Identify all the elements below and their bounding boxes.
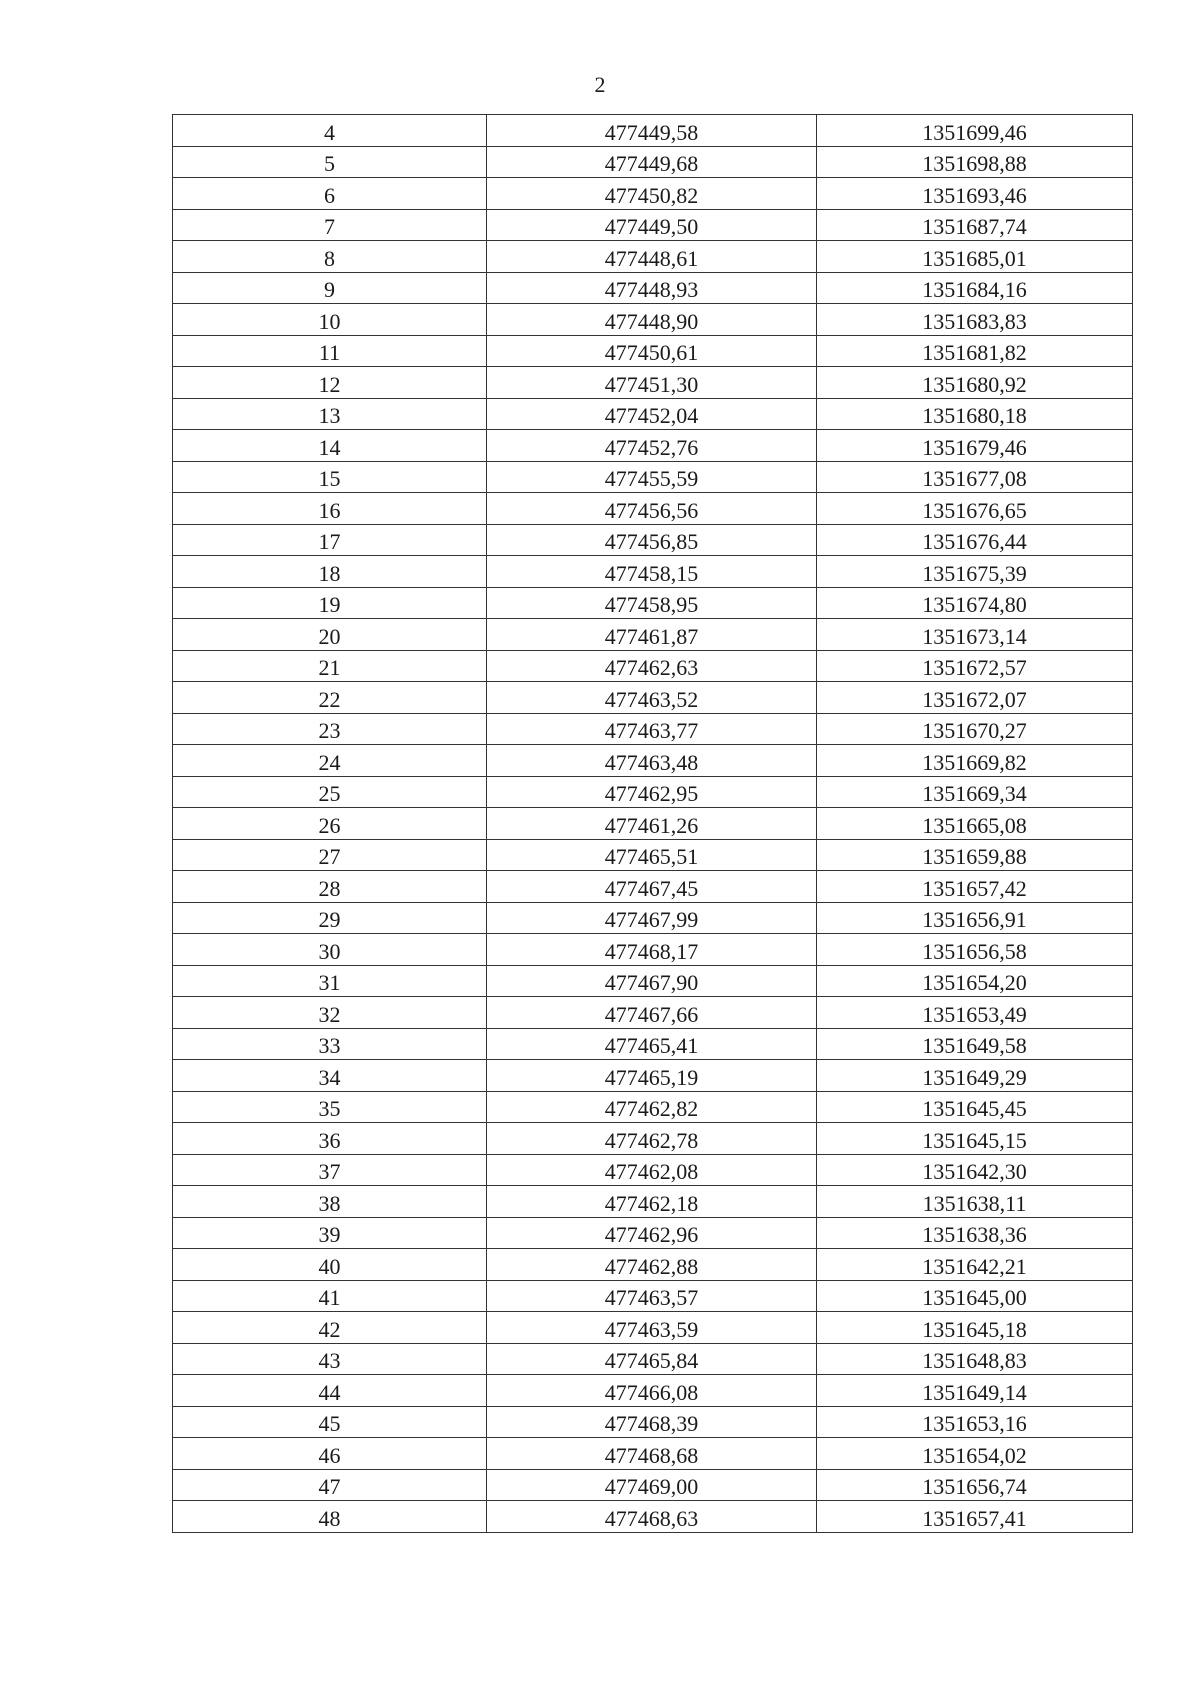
x-coordinate-cell: 477456,85: [487, 524, 817, 556]
point-number-cell: 10: [173, 304, 487, 336]
point-number-cell: 18: [173, 556, 487, 588]
y-coordinate-cell: 1351681,82: [817, 335, 1133, 367]
table-row: [173, 965, 1133, 997]
x-coordinate-cell: 477462,88: [487, 1249, 817, 1281]
table-row: [173, 430, 1133, 462]
point-number-cell: 7: [173, 209, 487, 241]
point-number-cell: 33: [173, 1028, 487, 1060]
x-coordinate-cell: 477463,52: [487, 682, 817, 714]
table-row: [173, 934, 1133, 966]
table-row: [173, 556, 1133, 588]
point-number-cell: 20: [173, 619, 487, 651]
y-coordinate-cell: 1351698,88: [817, 146, 1133, 178]
table-row: [173, 398, 1133, 430]
x-coordinate-cell: 477449,50: [487, 209, 817, 241]
x-coordinate-cell: 477466,08: [487, 1375, 817, 1407]
point-number-cell: 29: [173, 902, 487, 934]
table-row: [173, 524, 1133, 556]
y-coordinate-cell: 1351648,83: [817, 1343, 1133, 1375]
x-coordinate-cell: 477462,63: [487, 650, 817, 682]
table-row: [173, 682, 1133, 714]
page-number: 2: [594, 72, 606, 97]
y-coordinate-cell: 1351656,74: [817, 1469, 1133, 1501]
x-coordinate-cell: 477467,45: [487, 871, 817, 903]
point-number-cell: 27: [173, 839, 487, 871]
x-coordinate-cell: 477465,51: [487, 839, 817, 871]
x-coordinate-cell: 477458,95: [487, 587, 817, 619]
y-coordinate-cell: 1351653,49: [817, 997, 1133, 1029]
point-number-cell: 44: [173, 1375, 487, 1407]
y-coordinate-cell: 1351687,74: [817, 209, 1133, 241]
table-row: [173, 871, 1133, 903]
x-coordinate-cell: 477463,77: [487, 713, 817, 745]
y-coordinate-cell: 1351657,42: [817, 871, 1133, 903]
y-coordinate-cell: 1351669,34: [817, 776, 1133, 808]
table-row: [173, 1501, 1133, 1533]
y-coordinate-cell: 1351685,01: [817, 241, 1133, 273]
table-row: [173, 745, 1133, 777]
table-row: [173, 902, 1133, 934]
x-coordinate-cell: 477456,56: [487, 493, 817, 525]
point-number-cell: 16: [173, 493, 487, 525]
y-coordinate-cell: 1351657,41: [817, 1501, 1133, 1533]
y-coordinate-cell: 1351649,14: [817, 1375, 1133, 1407]
point-number-cell: 31: [173, 965, 487, 997]
x-coordinate-cell: 477462,96: [487, 1217, 817, 1249]
table-row: [173, 650, 1133, 682]
x-coordinate-cell: 477469,00: [487, 1469, 817, 1501]
table-row: [173, 1154, 1133, 1186]
table-row: [173, 1091, 1133, 1123]
table-row: [173, 1060, 1133, 1092]
table-row: [173, 272, 1133, 304]
point-number-cell: 45: [173, 1406, 487, 1438]
point-number-cell: 36: [173, 1123, 487, 1155]
point-number-cell: 34: [173, 1060, 487, 1092]
table-row: [173, 335, 1133, 367]
table-row: [173, 115, 1133, 147]
y-coordinate-cell: 1351679,46: [817, 430, 1133, 462]
table-row: [173, 713, 1133, 745]
y-coordinate-cell: 1351645,18: [817, 1312, 1133, 1344]
table-row: [173, 367, 1133, 399]
y-coordinate-cell: 1351645,15: [817, 1123, 1133, 1155]
point-number-cell: 8: [173, 241, 487, 273]
y-coordinate-cell: 1351638,11: [817, 1186, 1133, 1218]
point-number-cell: 14: [173, 430, 487, 462]
y-coordinate-cell: 1351680,92: [817, 367, 1133, 399]
y-coordinate-cell: 1351642,30: [817, 1154, 1133, 1186]
table-row: [173, 304, 1133, 336]
point-number-cell: 38: [173, 1186, 487, 1218]
table-row: [173, 1469, 1133, 1501]
x-coordinate-cell: 477468,68: [487, 1438, 817, 1470]
x-coordinate-cell: 477462,18: [487, 1186, 817, 1218]
point-number-cell: 19: [173, 587, 487, 619]
table-row: [173, 839, 1133, 871]
table-row: [173, 619, 1133, 651]
y-coordinate-cell: 1351672,07: [817, 682, 1133, 714]
x-coordinate-cell: 477448,90: [487, 304, 817, 336]
x-coordinate-cell: 477461,26: [487, 808, 817, 840]
x-coordinate-cell: 477468,17: [487, 934, 817, 966]
point-number-cell: 42: [173, 1312, 487, 1344]
y-coordinate-cell: 1351659,88: [817, 839, 1133, 871]
table-row: [173, 241, 1133, 273]
point-number-cell: 11: [173, 335, 487, 367]
x-coordinate-cell: 477458,15: [487, 556, 817, 588]
x-coordinate-cell: 477462,95: [487, 776, 817, 808]
y-coordinate-cell: 1351665,08: [817, 808, 1133, 840]
point-number-cell: 41: [173, 1280, 487, 1312]
y-coordinate-cell: 1351642,21: [817, 1249, 1133, 1281]
coordinates-table: [172, 114, 1133, 1533]
point-number-cell: 24: [173, 745, 487, 777]
point-number-cell: 25: [173, 776, 487, 808]
x-coordinate-cell: 477465,84: [487, 1343, 817, 1375]
table-row: [173, 1343, 1133, 1375]
x-coordinate-cell: 477455,59: [487, 461, 817, 493]
point-number-cell: 39: [173, 1217, 487, 1249]
x-coordinate-cell: 477467,66: [487, 997, 817, 1029]
y-coordinate-cell: 1351653,16: [817, 1406, 1133, 1438]
table-row: [173, 1249, 1133, 1281]
x-coordinate-cell: 477468,39: [487, 1406, 817, 1438]
x-coordinate-cell: 477451,30: [487, 367, 817, 399]
point-number-cell: 22: [173, 682, 487, 714]
x-coordinate-cell: 477450,82: [487, 178, 817, 210]
y-coordinate-cell: 1351645,45: [817, 1091, 1133, 1123]
table-row: [173, 461, 1133, 493]
point-number-cell: 43: [173, 1343, 487, 1375]
y-coordinate-cell: 1351669,82: [817, 745, 1133, 777]
x-coordinate-cell: 477461,87: [487, 619, 817, 651]
coordinates-table-body: [173, 115, 1133, 1533]
x-coordinate-cell: 477463,48: [487, 745, 817, 777]
y-coordinate-cell: 1351670,27: [817, 713, 1133, 745]
y-coordinate-cell: 1351675,39: [817, 556, 1133, 588]
point-number-cell: 40: [173, 1249, 487, 1281]
point-number-cell: 9: [173, 272, 487, 304]
x-coordinate-cell: 477450,61: [487, 335, 817, 367]
point-number-cell: 23: [173, 713, 487, 745]
y-coordinate-cell: 1351676,44: [817, 524, 1133, 556]
x-coordinate-cell: 477468,63: [487, 1501, 817, 1533]
x-coordinate-cell: 477462,08: [487, 1154, 817, 1186]
y-coordinate-cell: 1351684,16: [817, 272, 1133, 304]
y-coordinate-cell: 1351649,29: [817, 1060, 1133, 1092]
y-coordinate-cell: 1351683,83: [817, 304, 1133, 336]
table-row: [173, 1123, 1133, 1155]
point-number-cell: 32: [173, 997, 487, 1029]
point-number-cell: 15: [173, 461, 487, 493]
y-coordinate-cell: 1351693,46: [817, 178, 1133, 210]
y-coordinate-cell: 1351677,08: [817, 461, 1133, 493]
x-coordinate-cell: 477467,99: [487, 902, 817, 934]
table-row: [173, 1186, 1133, 1218]
table-row: [173, 1438, 1133, 1470]
point-number-cell: 26: [173, 808, 487, 840]
table-row: [173, 178, 1133, 210]
y-coordinate-cell: 1351672,57: [817, 650, 1133, 682]
x-coordinate-cell: 477449,68: [487, 146, 817, 178]
point-number-cell: 17: [173, 524, 487, 556]
x-coordinate-cell: 477463,57: [487, 1280, 817, 1312]
point-number-cell: 6: [173, 178, 487, 210]
point-number-cell: 37: [173, 1154, 487, 1186]
y-coordinate-cell: 1351699,46: [817, 115, 1133, 147]
y-coordinate-cell: 1351638,36: [817, 1217, 1133, 1249]
point-number-cell: 46: [173, 1438, 487, 1470]
table-row: [173, 1406, 1133, 1438]
x-coordinate-cell: 477448,61: [487, 241, 817, 273]
y-coordinate-cell: 1351649,58: [817, 1028, 1133, 1060]
point-number-cell: 5: [173, 146, 487, 178]
y-coordinate-cell: 1351654,20: [817, 965, 1133, 997]
point-number-cell: 21: [173, 650, 487, 682]
table-row: [173, 209, 1133, 241]
table-row: [173, 493, 1133, 525]
table-row: [173, 808, 1133, 840]
y-coordinate-cell: 1351680,18: [817, 398, 1133, 430]
y-coordinate-cell: 1351645,00: [817, 1280, 1133, 1312]
point-number-cell: 48: [173, 1501, 487, 1533]
table-row: [173, 587, 1133, 619]
point-number-cell: 30: [173, 934, 487, 966]
x-coordinate-cell: 477452,04: [487, 398, 817, 430]
x-coordinate-cell: 477463,59: [487, 1312, 817, 1344]
point-number-cell: 4: [173, 115, 487, 147]
table-row: [173, 997, 1133, 1029]
x-coordinate-cell: 477462,82: [487, 1091, 817, 1123]
y-coordinate-cell: 1351673,14: [817, 619, 1133, 651]
table-row: [173, 1217, 1133, 1249]
y-coordinate-cell: 1351654,02: [817, 1438, 1133, 1470]
x-coordinate-cell: 477467,90: [487, 965, 817, 997]
point-number-cell: 12: [173, 367, 487, 399]
y-coordinate-cell: 1351656,58: [817, 934, 1133, 966]
table-row: [173, 1375, 1133, 1407]
table-row: [173, 1028, 1133, 1060]
x-coordinate-cell: 477465,19: [487, 1060, 817, 1092]
x-coordinate-cell: 477452,76: [487, 430, 817, 462]
x-coordinate-cell: 477449,58: [487, 115, 817, 147]
table-row: [173, 146, 1133, 178]
point-number-cell: 47: [173, 1469, 487, 1501]
point-number-cell: 35: [173, 1091, 487, 1123]
table-row: [173, 776, 1133, 808]
y-coordinate-cell: 1351674,80: [817, 587, 1133, 619]
x-coordinate-cell: 477462,78: [487, 1123, 817, 1155]
point-number-cell: 28: [173, 871, 487, 903]
table-row: [173, 1312, 1133, 1344]
y-coordinate-cell: 1351676,65: [817, 493, 1133, 525]
point-number-cell: 13: [173, 398, 487, 430]
x-coordinate-cell: 477448,93: [487, 272, 817, 304]
table-row: [173, 1280, 1133, 1312]
x-coordinate-cell: 477465,41: [487, 1028, 817, 1060]
y-coordinate-cell: 1351656,91: [817, 902, 1133, 934]
